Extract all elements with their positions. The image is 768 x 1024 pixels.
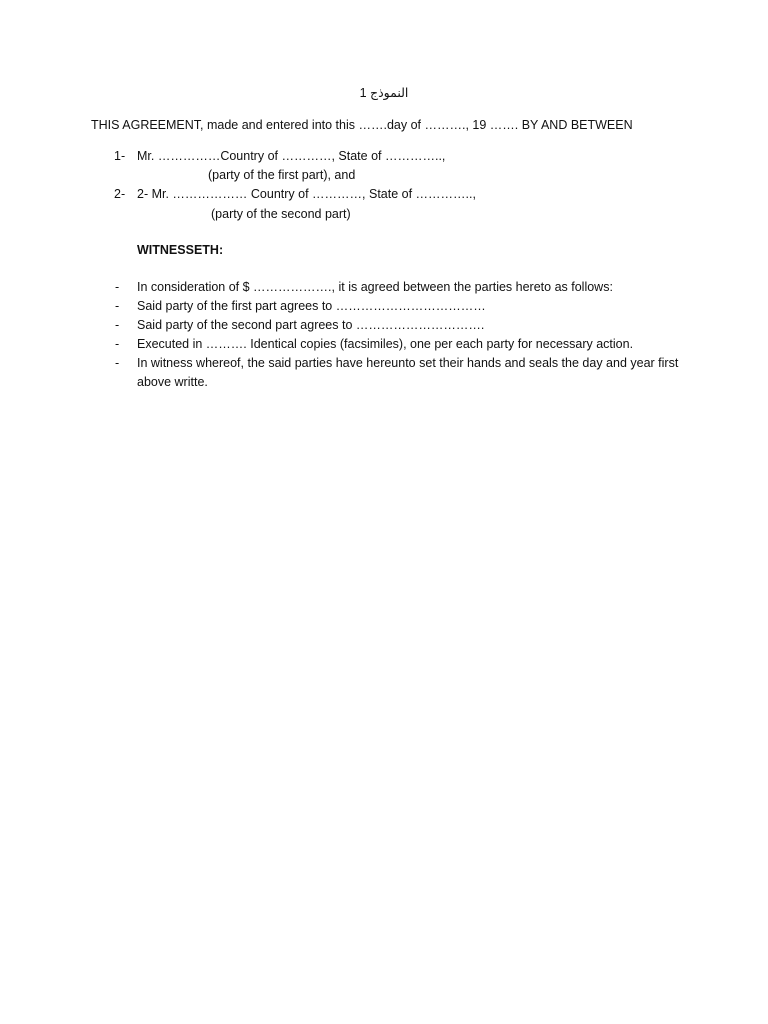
clause-1-bullet: - bbox=[115, 280, 120, 294]
clause-5-text: In witness whereof, the said parties have hereunto set their hands and seals the day and year first above writte. bbox=[137, 356, 679, 389]
party-2-role: (party of the second part) bbox=[211, 207, 351, 221]
party-1-role: (party of the first part), and bbox=[208, 168, 356, 182]
party-1-line: Mr. ……………Country of …………, State of ………….., bbox=[137, 149, 446, 163]
clause-4-text: Executed in ………. Identical copies (facsimiles), one per each party for necessary action. bbox=[137, 337, 634, 351]
agreement-intro: THIS AGREEMENT, made and entered into this …….day of ………., 19 ……. BY AND BETWEEN bbox=[91, 118, 633, 132]
clause-2-bullet: - bbox=[115, 299, 120, 313]
clause-2-text: Said party of the first part agrees to ……………………………… bbox=[137, 299, 486, 313]
party-1-number: 1- bbox=[114, 149, 126, 163]
clause-3-bullet: - bbox=[115, 318, 120, 332]
party-2-number: 2- bbox=[114, 187, 126, 201]
document-title: النموذج 1 bbox=[359, 86, 409, 100]
clause-4-bullet: - bbox=[115, 337, 120, 351]
witnesseth-heading: WITNESSETH: bbox=[137, 243, 224, 257]
clause-3-text: Said party of the second part agrees to …………………………. bbox=[137, 318, 485, 332]
clause-5-bullet: - bbox=[115, 356, 120, 370]
clause-1-text: In consideration of $ ………………., it is agreed between the parties hereto as follows: bbox=[137, 280, 613, 294]
party-2-line: 2- Mr. ……………… Country of …………, State of ………….., bbox=[137, 187, 476, 201]
